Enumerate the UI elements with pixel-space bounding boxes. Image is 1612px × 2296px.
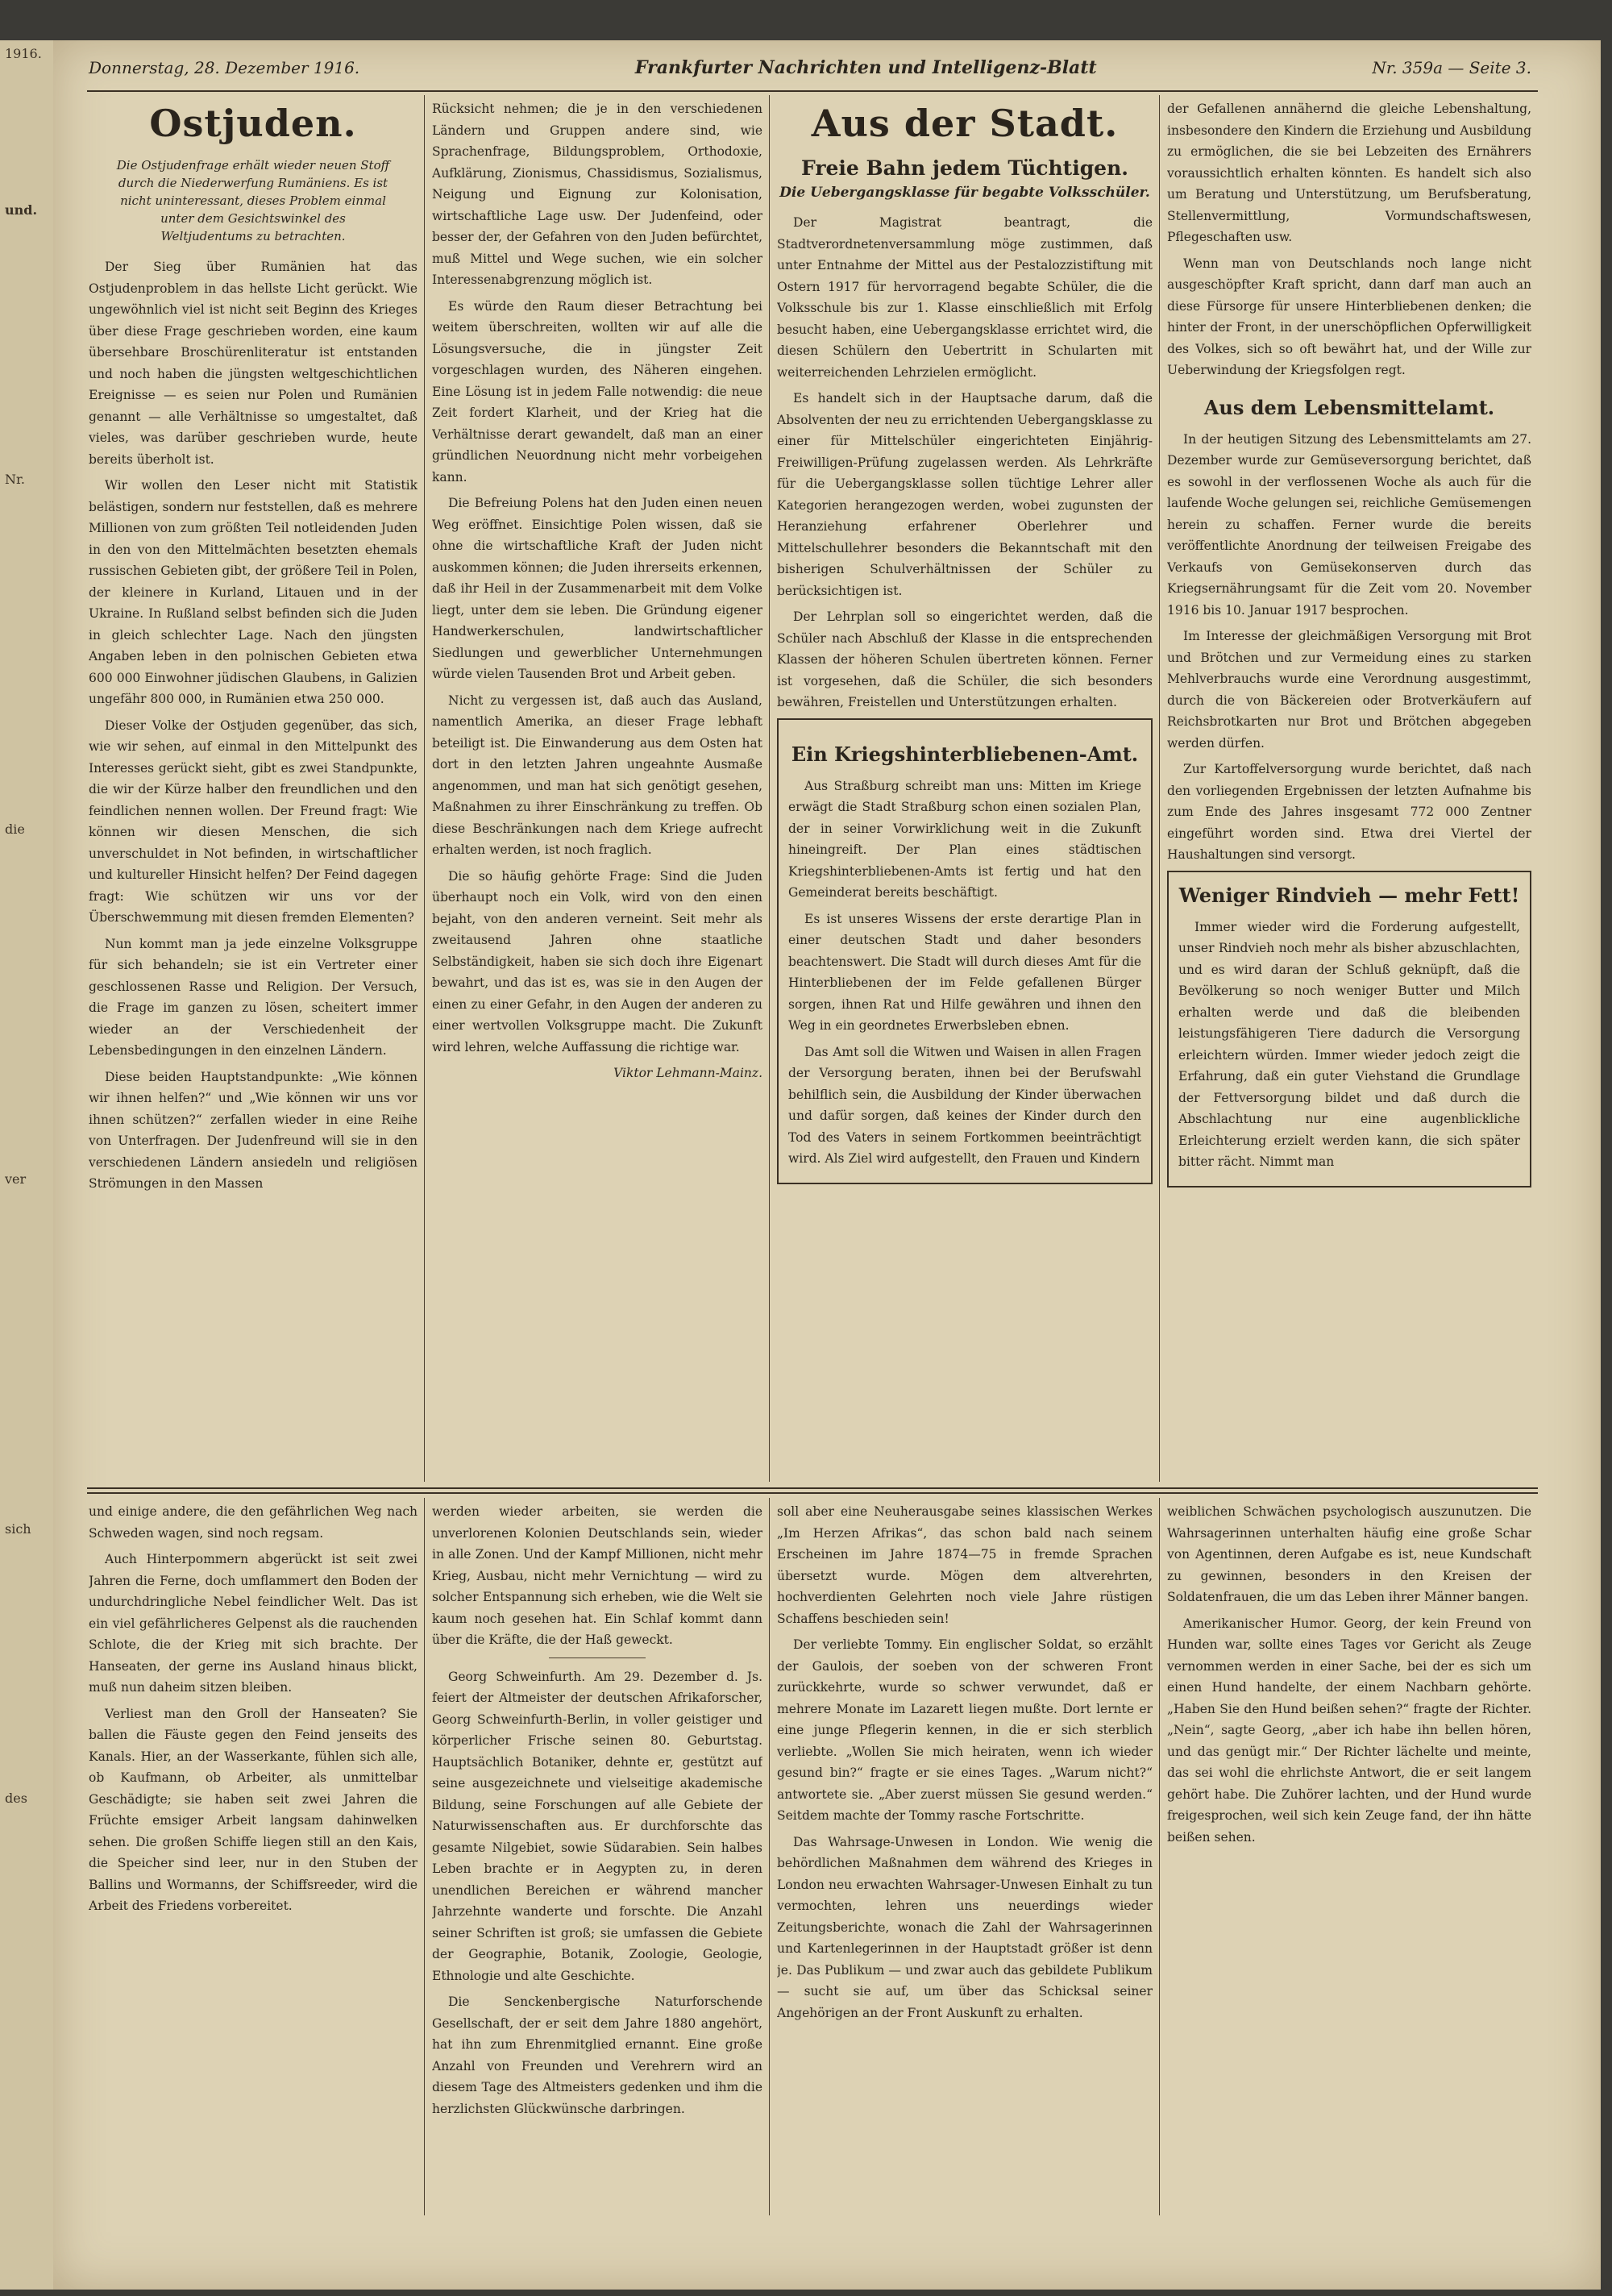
paragraph: Der verliebte Tommy. Ein englischer Soldat, so erzählt der Gaulois, der soeben von der schweren Front zurückkehrte, wurde so schwer verwundet, daß er mehrere Monate im Lazarett liegen mußte. Dort lernte er eine junge Pflegerin kennen, in die er sich sterblich verliebte. „Wollen Sie mich heiraten, wenn ich wieder gesund bin?“ fragte er sie eines Tages. „Warum nicht?“ antwortete sie. „Aber zuerst müssen Sie gesund werden.“ Seitdem machte der Tommy rasche Fortschritte. — [777, 1637, 1153, 1823]
paragraph: soll aber eine Neuherausgabe seines klassischen Werkes „Im Herzen Afrikas“, das schon bald nach seinem Erscheinen im Jahre 1874—75 in fremde Sprachen übersetzt wurde. Mögen dem altverehrten, hochverdienten Gelehrten noch viele Jahre rüstigen Schaffens beschieden sein! — [777, 1504, 1153, 1626]
masthead: Frankfurter Nachrichten und Intelligenz-Blatt — [634, 57, 1097, 78]
paragraph: Der Sieg über Rumänien hat das Ostjudenproblem in das hellste Licht gerückt. Wie ungewöhnlich viel ist nicht seit Beginn des Krieges über diese Frage geschrieben worden, eine kaum übersehbare Broschürenliteratur ist entstanden und noch haben die jüngsten weltgeschichtlichen Ereignisse — es seien nur Polen und Rumänien genannt — alle Verhältnisse so umgestaltet, daß vieles, was darüber geschrieben wurde, heute bereits überholt ist. — [89, 260, 418, 467]
prev-fragment: des — [5, 1791, 27, 1806]
paragraph: Es handelt sich in der Hauptsache darum, daß die Absolventen der neu zu errichtenden Uebergangsklasse zu einer für Mittelschüler eingerichteten Einjährig-Freiwilligen-Prüfung zugelassen werden. Als Lehrkräfte für die Uebergangsklasse sollen tüchtige Lehrer aller Kategorien herangezogen werden, wobei zugunsten der Heranziehung erfahrener Oberlehrer und Mittelschullehrer besonders die Bekanntschaft mit den bisherigen Schulverhältnissen der Schüler zu berücksichtigen ist. — [777, 391, 1153, 598]
paragraph: Wir wollen den Leser nicht mit Statistik belästigen, sondern nur feststellen, daß es mehrere Millionen von zum größten Teil notleidenden Juden in den von den Mittelmächten besetzten ehemals russischen Gebieten gibt, der größere Teil in Polen, der kleinere in Kurland, Litauen und in der Ukraine. In Rußland selbst befinden sich die Juden in gleich schlechter Lage. Nach den jüngsten Angaben leben in den polnischen Gebieten etwa 600 000 Einwohner jüdischen Glaubens, in Galizien ungefähr 800 000, in Rumänien etwa 250 000. — [89, 478, 418, 706]
paragraph: Das Amt soll die Witwen und Waisen in allen Fragen der Versorgung beraten, ihnen bei der Berufswahl behilflich sein, die Ausbildung der Kinder überwachen und dafür sorgen, daß keines der Kinder durch den Tod des Vaters in seinem Fortkommen beeinträchtigt wird. Als Ziel wird aufgestellt, den Frauen und Kindern — [788, 1044, 1141, 1166]
paragraph: Es ist unseres Wissens der erste derartige Plan in einer deutschen Stadt und daher besonders beachtenswert. Die Stadt will durch dieses Amt für die Hinterbliebenen der im Felde gefallenen Bürger sorgen, ihnen Rat und Hilfe gewähren und ihnen den Weg in ein geordnetes Erwerbsleben ebnen. — [788, 911, 1141, 1033]
feuilleton-rule — [87, 1487, 1538, 1489]
section-title-aus-der-stadt: Aus der Stadt. — [811, 102, 1119, 145]
feuilleton-column-2 — [432, 1501, 762, 2211]
paragraph: In der heutigen Sitzung des Lebensmittelamts am 27. Dezember wurde zur Gemüseversorgung berichtet, daß es sowohl in der verflossenen Woche als auch für die laufende Woche gelungen sei, reichliche Gemüsemengen herein zu schaffen. Ferner wurde die bereits veröffentlichte Anordnung der teilweisen Freigabe des Verkaufs von Gemüsekonserven durch das Kriegsernährungsamt für die Zeit vom 20. November 1916 bis 10. Januar 1917 besprochen. — [1167, 431, 1531, 618]
article-title-rindvieh: Weniger Rindvieh — mehr Fett! — [1178, 883, 1520, 907]
paragraph: Der Lehrplan soll so eingerichtet werden, daß die Schüler nach Abschluß der Klasse in die entsprechenden Klassen der höheren Schulen übertreten können. Ferner ist vorgesehen, daß die Schüler, die sich besonders bewähren, Freistellen und Unterstützungen erhalten. — [777, 609, 1153, 709]
prev-fragment: Nr. — [5, 472, 25, 487]
column-divider — [424, 95, 425, 1482]
column-divider — [769, 95, 770, 1482]
paragraph: Dieser Volke der Ostjuden gegenüber, das sich, wie wir sehen, auf einmal in den Mittelpunkt des Interesses gerückt sieht, gibt es zwei Standpunkte, die wir der Kürze halber den freundlichen und den feindlichen nennen wollen. Der Freund fragt: Wie können wir diesen Menschen, die sich unverschuldet in Not befinden, in wirtschaftlicher und kultureller Hinsicht helfen? Der Feind dagegen fragt: Wie schützen wir uns vor der Überschwemmung mit diesen fremden Elementen? — [89, 718, 418, 925]
column-aus-der-stadt — [777, 98, 1153, 1477]
paragraph: Wenn man von Deutschlands noch lange nicht ausgeschöpfter Kraft spricht, dann darf man auch an diese Fürsorge für unsere Hinterbliebenen denken; die hinter der Front, in der unerschöpflichen Opferwilligkeit des Volkes, sich so oft bewährt hat, und der Wille zur Ueberwindung der Kriegsfolgen regt. — [1167, 256, 1531, 377]
paragraph: Immer wieder wird die Forderung aufgestellt, unser Rindvieh noch mehr als bisher abzuschlachten, und es wird daran der Schluß geknüpft, daß die Bevölkerung so noch weniger Butter und Milch erhalten werde und daß die bleibenden leistungsfähigeren Tiere dadurch die Versorgung erleichtern würden. Immer wieder jedoch zeigt die Erfahrung, daß ein guter Viehstand die Grundlage der Fettversorgung bildet und daß durch die Abschlachtung nur eine augenblickliche Erleichterung erzielt werden kann, die sich später bitter rächt. Nimmt man — [1178, 919, 1520, 1169]
paragraph: der Gefallenen annähernd die gleiche Lebenshaltung, insbesondere den Kindern die Erziehung und Ausbildung zu ermöglichen, die sie bei Lebzeiten des Ernährers voraussichtlich erhalten könnten. Es handelt sich also um Beratung und Unterstützung, um Berufsberatung, Stellenvermittlung, Vormundschaftswesen, Pflegeschaften usw. — [1167, 102, 1531, 244]
prev-fragment: 1916. — [5, 46, 42, 61]
previous-page-edge — [0, 40, 53, 2290]
paragraph: weiblichen Schwächen psychologisch auszunutzen. Die Wahrsagerinnen unterhalten häufig eine große Schar von Agentinnen, deren Aufgabe es ist, neue Kundschaft zu gewinnen, besonders in den Kreisen der Soldatenfrauen, die um das Leben ihrer Männer bangen. — [1167, 1504, 1531, 1604]
paragraph: Rücksicht nehmen; die je in den verschiedenen Ländern und Gruppen andere sind, wie Sprachenfrage, Bildungsproblem, Orthodoxie, Aufklärung, Zionismus, Chassidismus, Sozialismus, Neigung und Eignung zur Kolonisation, wirtschaftliche Lage usw. Der Judenfeind, oder besser der, der Gefahren von den Juden befürchtet, muß Mittel und Wege suchen, wie ein solcher Interessenabgrenzung möglich ist. — [432, 102, 762, 287]
paragraph: Auch Hinterpommern abgerückt ist seit zwei Jahren die Ferne, doch umflammert den Boden der undurchdringliche Nebel feindlicher Welt. Das ist ein viel gefährlicheres Gelpenst als die rauchenden Schlote, die der Krieg mit sich brachte. Der Hanseaten, der gerne ins Ausland hinaus blickt, muß nun daheim sitzen bleiben. — [89, 1552, 418, 1695]
paragraph: und einige andere, die den gefährlichen Weg nach Schweden wagen, sind noch regsam. — [89, 1504, 418, 1541]
paragraph: Im Interesse der gleichmäßigen Versorgung mit Brot und Brötchen und zur Vermeidung eines zu starken Mehlverbrauchs wurde eine Verordnung ausgestimmt, durch die von Bäckereien oder Brotverkäufern auf Reichsbrotkarten nur Brot und Brötchen abgegeben werden dürfen. — [1167, 629, 1531, 751]
column-lebensmittelamt — [1167, 98, 1531, 1477]
page-header — [89, 52, 1531, 84]
article-intro: Die Ostjudenfrage erhält wieder neuen Stoff durch die Niederwerfung Rumäniens. Es ist nicht uninteressant, dieses Problem einmal unter dem Gesichtswinkel des Weltjudentums zu betrachten. — [116, 158, 390, 243]
paragraph: Die Befreiung Polens hat den Juden einen neuen Weg eröffnet. Einsichtige Polen wissen, daß sie ohne die wirtschaftliche Kraft der Juden nicht auskommen können; die Juden ihrerseits erkennen, daß ihr Heil in der Zusammenarbeit mit dem Volke liegt, unter dem sie leben. Die Gründung eigener Handwerkerschulen, landwirtschaftlicher Siedlungen und gewerblicher Unternehmungen würde vielen Tausenden Brot und Arbeit geben. — [432, 496, 762, 681]
column-divider — [424, 1498, 425, 2215]
prev-fragment: die — [5, 821, 25, 837]
paragraph: Die Senckenbergische Naturforschende Gesellschaft, der er seit dem Jahre 1880 angehört, hat ihn zum Ehrenmitglied ernannt. Eine große Anzahl von Freunden und Verehrern wird an diesem Tage des Altmeisters gedenken und ihm die herzlichsten Glückwünsche darbringen. — [432, 1994, 762, 2116]
article-title-lebensmittelamt: Aus dem Lebensmittelamt. — [1203, 395, 1495, 419]
article-title-freie-bahn: Freie Bahn jedem Tüchtigen. — [801, 156, 1128, 180]
paragraph: Nun kommt man ja jede einzelne Volksgruppe für sich behandeln; sie ist ein Vertreter einer geschlossenen Rasse und Religion. Der Versuch, die Frage im ganzen zu lösen, scheitert immer wieder an der Verschiedenheit der Lebensbedingungen in den einzelnen Ländern. — [89, 936, 418, 1058]
column-ostjuden — [89, 98, 418, 1477]
prev-fragment: und. — [5, 202, 38, 218]
column-divider — [1159, 1498, 1160, 2215]
feuilleton-column-4 — [1167, 1501, 1531, 2211]
boxed-article-rindvieh — [1167, 871, 1531, 1188]
paragraph: Diese beiden Hauptstandpunkte: „Wie können wir ihnen helfen?“ und „Wie können wir uns vor ihnen schützen?“ zerfallen wieder in eine Reihe von Unterfragen. Der Judenfreund will sie in den verschiedenen Ländern ansiedeln und religiösen Strömungen in den Massen — [89, 1069, 418, 1191]
feuilleton-rule — [87, 1492, 1538, 1494]
paragraph: Das Wahrsage-Unwesen in London. Wie wenig die behördlichen Maßnahmen dem während des Krieges in London neu erwachten Wahrsager-Unwesen Einhalt zu tun vermochten, lehren uns neuerdings wieder Zeitungsberichte, wonach die Zahl der Wahrsagerinnen und Kartenlegerinnen in der Hauptstadt größer ist denn je. Das Publikum — und zwar auch das gebildete Publikum — sucht sie auf, um über das Schicksal seiner Angehörigen an der Front Auskunft zu erhalten. — [777, 1834, 1153, 2020]
paragraph: Zur Kartoffelversorgung wurde berichtet, daß nach den vorliegenden Ergebnissen der letzten Aufnahme bis zum Ende des Jahres insgesamt 772 000 Zentner eingeführt worden sind. Etwa drei Viertel der Haushaltungen sind versorgt. — [1167, 762, 1531, 862]
paragraph: Georg Schweinfurth. Am 29. Dezember d. Js. feiert der Altmeister der deutschen Afrikaforscher, Georg Schweinfurth-Berlin, in voller geistiger und körperlicher Frische seinen 80. Geburtstag. Hauptsächlich Botaniker, dehnte er, gestützt auf seine ausgezeichnete und vielseitige akademische Bildung, seine Forschungen auf alle Gebiete der Naturwissenschaften aus. Er durchforschte das gesamte Nilgebiet, sowie Südarabien. Sein halbes Leben brachte er in Aegypten zu, in deren unendlichen Bereichen er während mancher Jahrzehnte wanderte und forschte. Die Anzahl seiner Schriften ist groß; sie umfassen die Gebiete der Geographie, Botanik, Zoologie, Geologie, Ethnologie und alte Geschichte. — [432, 1669, 762, 1983]
article-title-kriegshinterbliebenen: Ein Kriegshinterbliebenen-Amt. — [791, 742, 1139, 766]
column-ostjuden-continued — [432, 98, 762, 1477]
header-page-number: Nr. 359a — Seite 3. — [1372, 58, 1531, 77]
column-divider — [769, 1498, 770, 2215]
paragraph: Der Magistrat beantragt, die Stadtverordnetenversammlung möge zustimmen, daß unter Entnahme der Mittel aus der Pestalozzistiftung mit Ostern 1917 für hervorragend begabte Schüler, die die Volksschule bis zur 1. Klasse einschließlich mit Erfolg besucht haben, eine Uebergangsklasse errichtet wird, die diesen Schülern den Uebertritt in Schularten mit weiterreichenden Lehrzielen ermöglicht. — [777, 215, 1153, 380]
header-rule — [87, 90, 1538, 92]
feuilleton-column-1 — [89, 1501, 418, 2211]
paragraph: Aus Straßburg schreibt man uns: Mitten im Kriege erwägt die Stadt Straßburg schon einen sozialen Plan, der in seiner Vorwirklichung weit in die Zukunft hineingreift. Der Plan eines städtischen Kriegshinterbliebenen-Amts ist fertig und hat den Gemeinderat bereits beschäftigt. — [788, 778, 1141, 900]
paragraph: Es würde den Raum dieser Betrachtung bei weitem überschreiten, wollten wir auf alle die Lösungsversuche, die in jüngster Zeit vorgeschlagen wurden, des Näheren eingehen. Eine Lösung ist in jedem Falle notwendig: die neue Zeit fordert Klarheit, und der Krieg hat die Verhältnisse derart gewandelt, daß man an einer gründlichen Neuordnung nicht mehr vorbeigehen kann. — [432, 298, 762, 485]
paragraph: Die so häufig gehörte Frage: Sind die Juden überhaupt noch ein Volk, wird von den einen bejaht, von den anderen verneint. Seit mehr als zweitausend Jahren ohne staatliche Selbständigkeit, haben sie sich doch ihre Eigenart bewahrt, und das ist es, was sie in den Augen der einen zu einer Gefahr, in den Augen der anderen zu einer wertvollen Volksgruppe macht. Die Zukunft wird lehren, welche Auffassung die richtige war. — [432, 868, 762, 1054]
paragraph: Nicht zu vergessen ist, daß auch das Ausland, namentlich Amerika, an dieser Frage lebhaft beteiligt ist. Die Einwanderung aus dem Osten hat dort in den letzten Jahren ungeahnte Ausmaße angenommen, und man hat sich genötigt gesehen, Maßnahmen zu ihrer Einschränkung zu treffen. Ob diese Beschränkungen nach dem Kriege aufrecht erhalten werden, ist noch fraglich. — [432, 693, 762, 857]
feuilleton-column-3 — [777, 1501, 1153, 2211]
prev-fragment: sich — [5, 1521, 31, 1537]
paragraph: Verliest man den Groll der Hanseaten? Sie ballen die Fäuste gegen den Feind jenseits des Kanals. Hier, an der Wasserkante, fühlen sich alle, ob Kaufmann, ob Arbeiter, als unmittelbar Geschädigte; sie haben seit zwei Jahren die Früchte emsiger Arbeit langsam dahinwelken sehen. Die großen Schiffe liegen still an den Kais, die Speicher sind leer, nur in den Stuben der Ballins und Wormanns, der Schiffsreeder, wird die Arbeit des Friedens vorbereitet. — [89, 1706, 418, 1913]
paragraph: Amerikanischer Humor. Georg, der kein Freund von Hunden war, sollte eines Tages vor Gericht als Zeuge vernommen werden in einer Sache, bei der es sich um einen Hund handelte, der einem Nachbarn gehörte. „Haben Sie den Hund beißen sehen?“ fragte der Richter. „Nein“, sagte Georg, „aber ich habe ihn bellen hören, und das genügt mir.“ Der Richter lächelte und meinte, das sei wohl die ehrlichste Antwort, die er seit langem gehört habe. Die Zuhörer lachten, und der Hund wurde freigesprochen, weil sich kein Zeuge fand, der ihn hätte beißen sehen. — [1167, 1616, 1531, 1845]
header-date: Donnerstag, 28. Dezember 1916. — [89, 58, 360, 77]
boxed-article-kriegshinterbliebenen — [777, 718, 1153, 1184]
paragraph: werden wieder arbeiten, sie werden die unverlorenen Kolonien Deutschlands sein, wieder in alle Zonen. Und der Kampf Millionen, nicht mehr Krieg, Ausbau, nicht mehr Vernichtung — wird zu solcher Entspannung sich erheben, wie die Welt sie kaum noch gesehen hat. Ein Schlaf kommt dann über die Kräfte, die der Haß geweckt. — [432, 1504, 762, 1647]
article-subtitle: Die Uebergangsklasse für begabte Volksschüler. — [779, 185, 1150, 201]
column-divider — [1159, 95, 1160, 1482]
author-signature: Viktor Lehmann-Mainz. — [613, 1066, 762, 1080]
prev-fragment: ver — [5, 1171, 27, 1187]
article-title-ostjuden: Ostjuden. — [149, 102, 357, 145]
